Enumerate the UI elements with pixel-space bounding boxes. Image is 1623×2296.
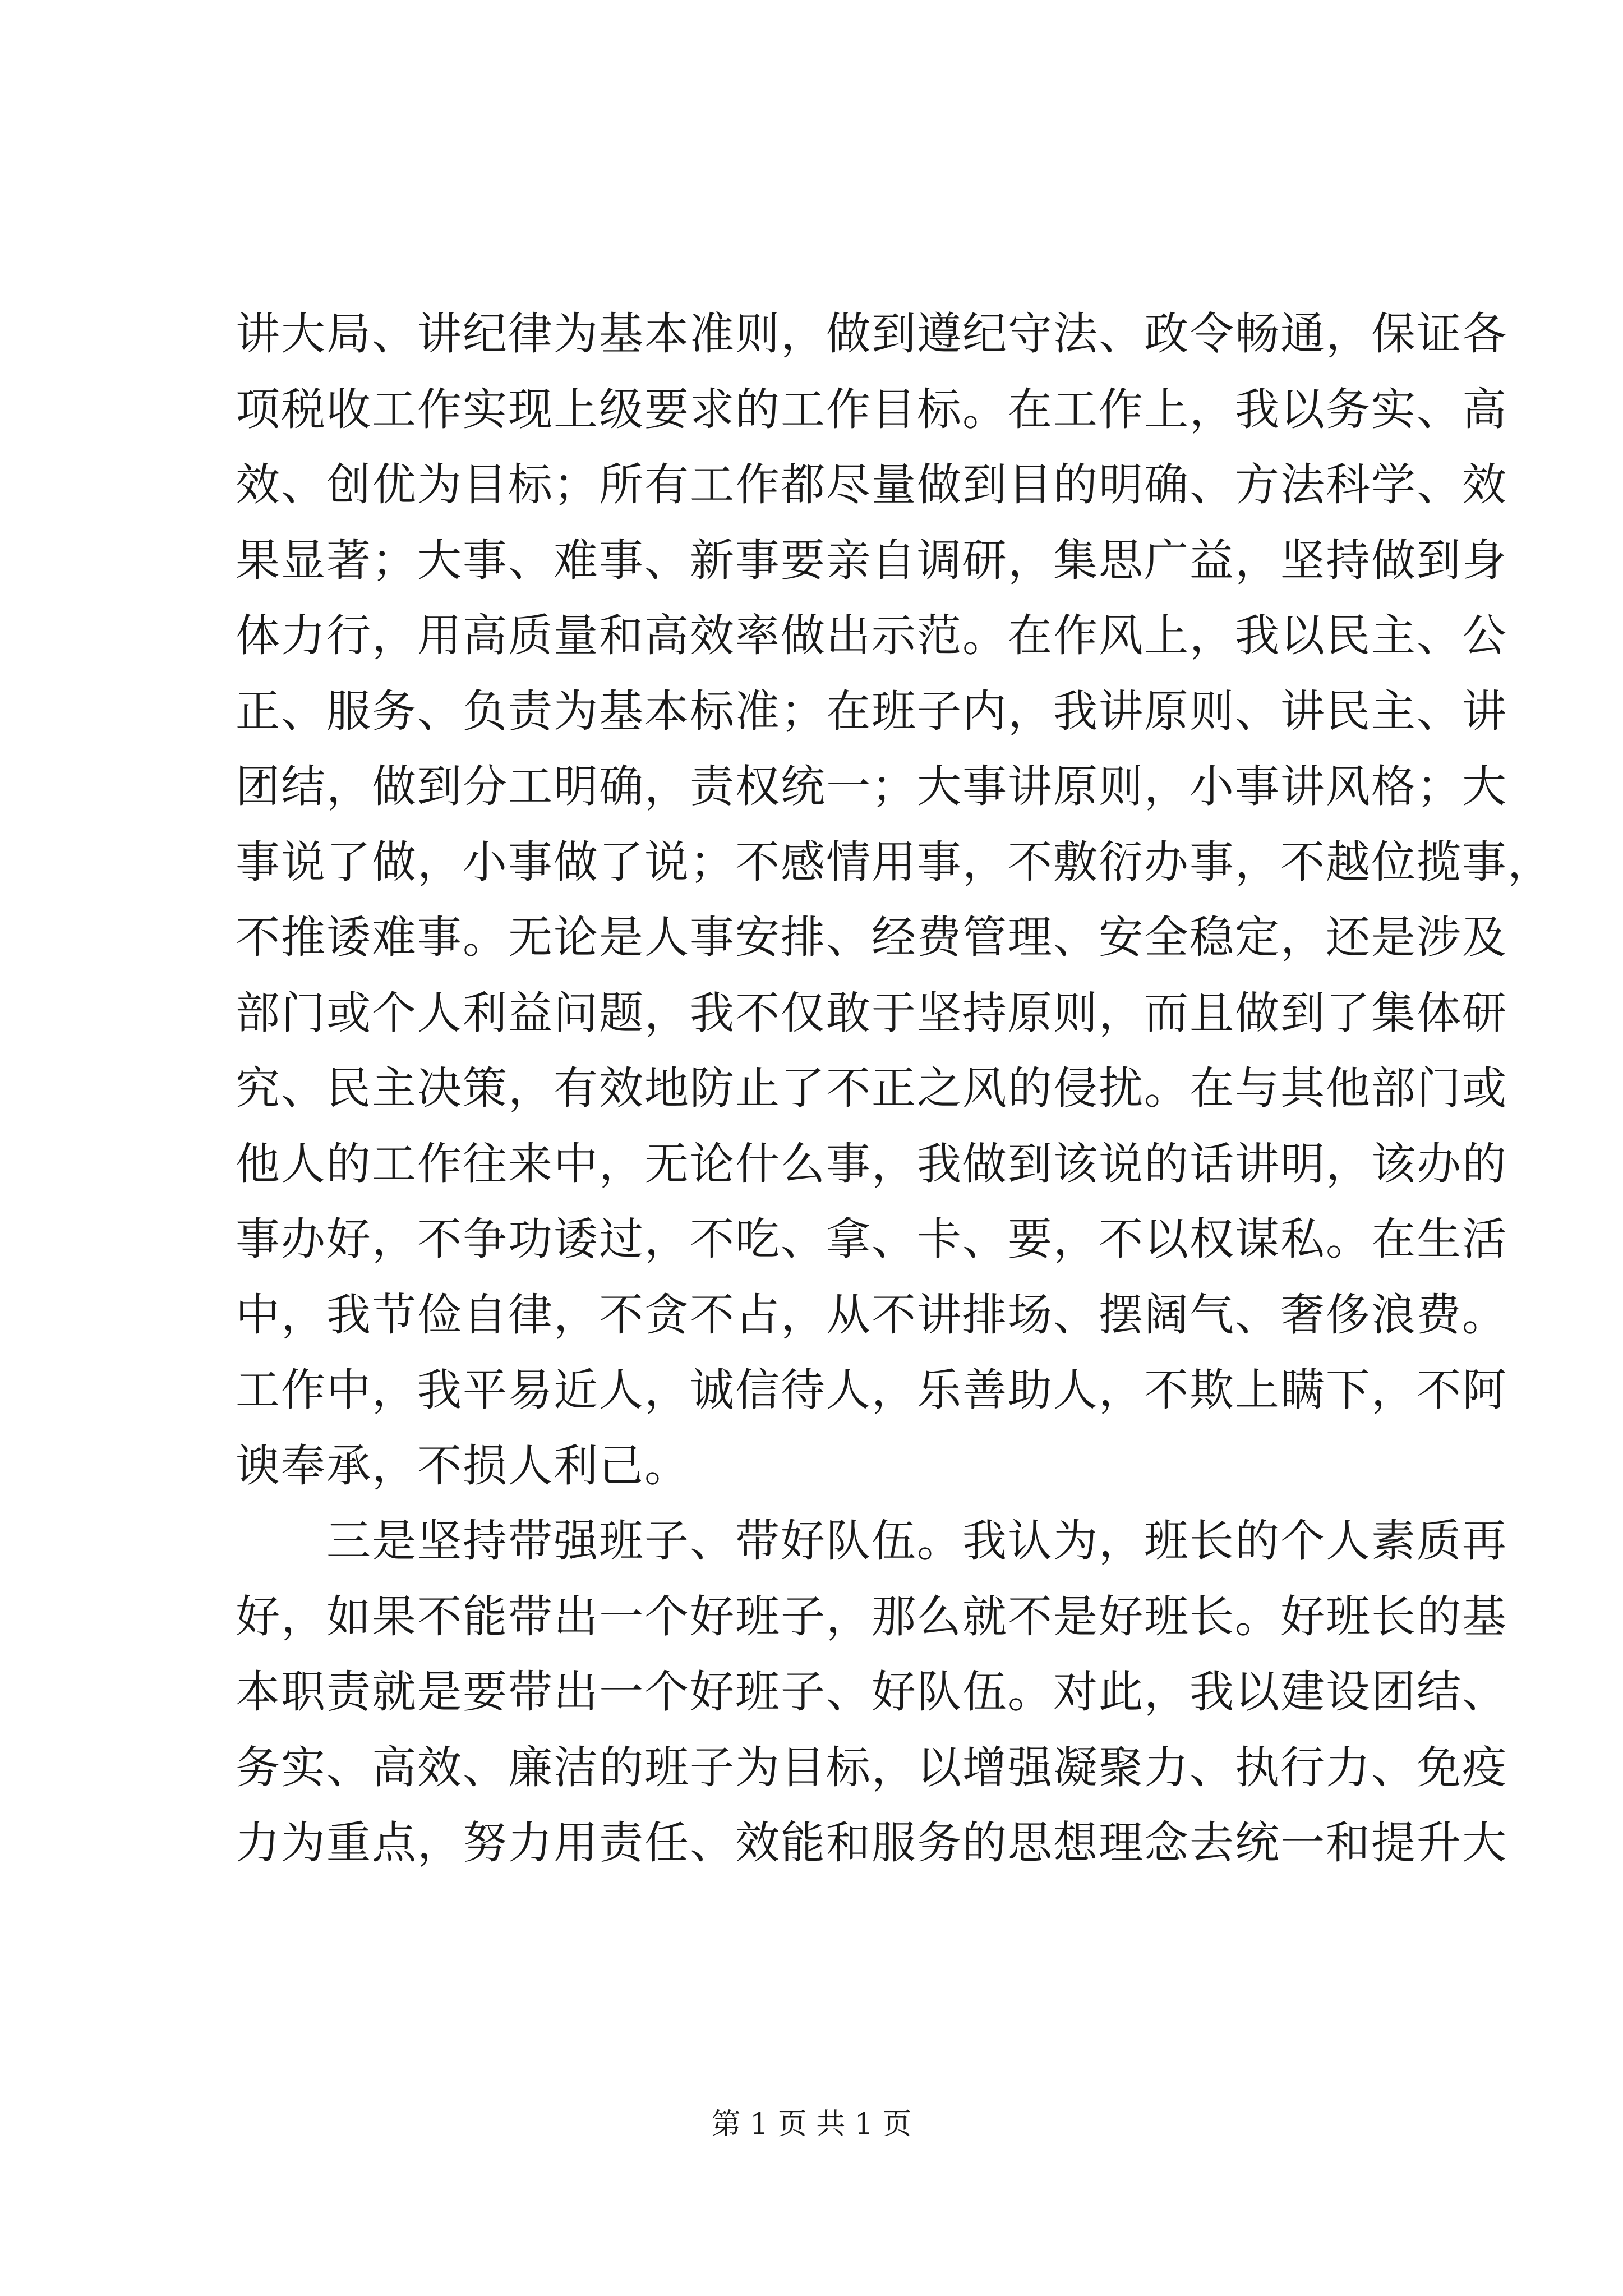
text-line: 他人的工作往来中，无论什么事，我做到该说的话讲明，该办的 (236, 1138, 1507, 1190)
text-line: 项税收工作实现上级要求的工作目标。在工作上，我以务实、高 (236, 383, 1507, 435)
text-line: 不推诿难事。无论是人事安排、经费管理、安全稳定，还是涉及 (236, 912, 1507, 963)
text-line: 力为重点，努力用责任、效能和服务的思想理念去统一和提升大 (236, 1817, 1507, 1869)
text-line: 事说了做，小事做了说；不感情用事，不敷衍办事，不越位揽事， (236, 836, 1553, 888)
text-line: 本职责就是要带出一个好班子、好队伍。对此，我以建设团结、 (236, 1666, 1507, 1718)
text-line: 中，我节俭自律，不贪不占，从不讲排场、摆阔气、奢侈浪费。 (236, 1289, 1507, 1341)
text-line: 正、服务、负责为基本标准；在班子内，我讲原则、讲民主、讲 (236, 685, 1507, 737)
text-line: 务实、高效、廉洁的班子为目标，以增强凝聚力、执行力、免疫 (236, 1741, 1507, 1793)
text-line: 果显著；大事、难事、新事要亲自调研，集思广益，坚持做到身 (236, 534, 1507, 586)
text-line: 谀奉承，不损人利己。 (236, 1439, 690, 1492)
page-footer: 第 1 页 共 1 页 (711, 2108, 912, 2141)
text-line: 效、创优为目标；所有工作都尽量做到目的明确、方法科学、效 (236, 459, 1507, 510)
body-text (236, 296, 1553, 1881)
text-line: 讲大局、讲纪律为基本准则，做到遵纪守法、政令畅通，保证各 (236, 308, 1507, 360)
paragraph-start-line: 三是坚持带强班子、带好队伍。我认为，班长的个人素质再 (236, 1515, 1507, 1567)
text-line: 好，如果不能带出一个好班子，那么就不是好班长。好班长的基 (236, 1590, 1507, 1642)
text-line: 部门或个人利益问题，我不仅敢于坚持原则，而且做到了集体研 (236, 987, 1507, 1039)
text-line: 体力行，用高质量和高效率做出示范。在作风上，我以民主、公 (236, 610, 1507, 661)
text-line: 究、民主决策，有效地防止了不正之风的侵扰。在与其他部门或 (236, 1062, 1507, 1114)
text-line: 事办好，不争功诿过，不吃、拿、卡、要，不以权谋私。在生活 (236, 1213, 1507, 1265)
text-line: 工作中，我平易近人，诚信待人，乐善助人，不欺上瞒下，不阿 (236, 1364, 1507, 1416)
text-line: 团结，做到分工明确，责权统一；大事讲原则，小事讲风格；大 (236, 761, 1507, 812)
